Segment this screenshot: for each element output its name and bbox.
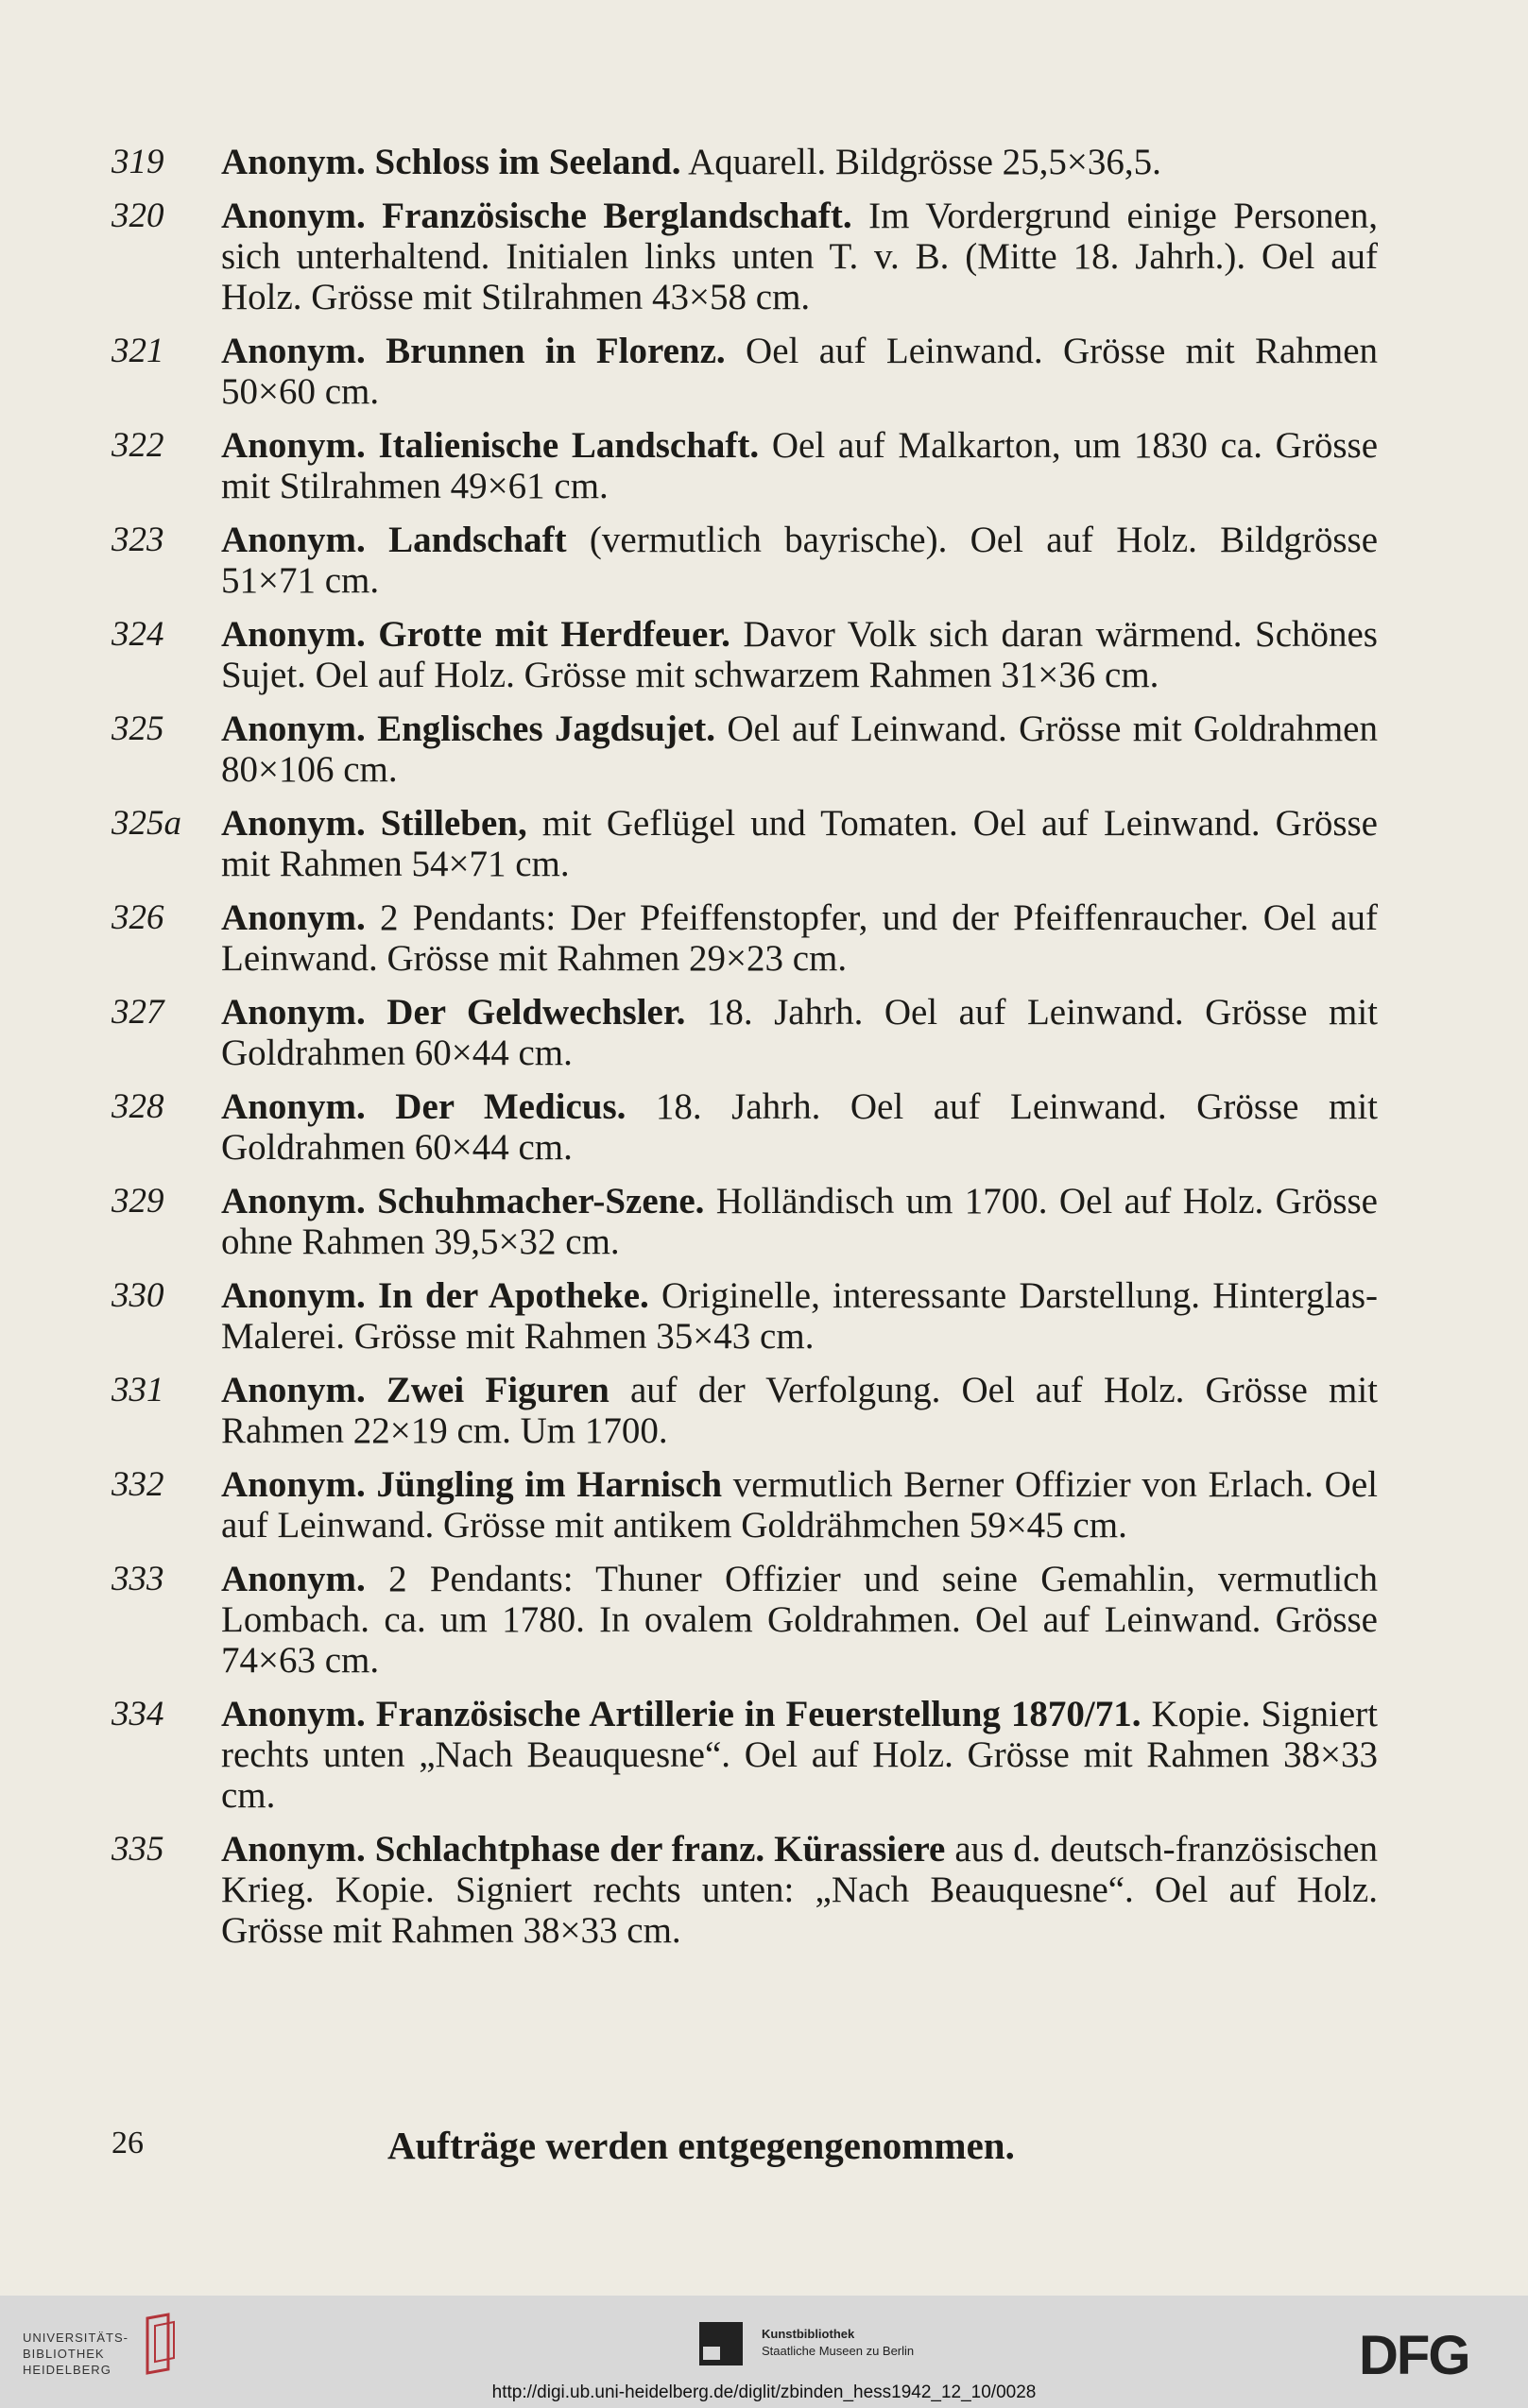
entry-title: Anonym. Schloss im Seeland. (221, 142, 681, 182)
kb-name: Kunstbibliothek (762, 2327, 855, 2341)
catalog-entry (112, 520, 1378, 601)
entry-text: Aquarell. Bildgrösse 25,5×36,5. (680, 142, 1161, 182)
entry-body (221, 520, 1378, 601)
dfg-logo: DFG (1359, 2325, 1469, 2386)
entry-text: Oel auf Leinwand. Grösse mit Goldrahmen 80×106 cm. (221, 709, 1378, 790)
entry-text: 2 Pendants: Der Pfeiffenstopfer, und der Pfeiffenraucher. Oel auf Leinwand. Grösse mit Rahmen 29×23 cm. (221, 897, 1378, 979)
catalog-entry (112, 1829, 1378, 1951)
lot-number: 319 (112, 143, 164, 181)
entry-body (221, 142, 1378, 182)
lot-number: 328 (112, 1087, 164, 1126)
catalog-entry (112, 992, 1378, 1073)
entry-title: Anonym. Schuhmacher-Szene. (221, 1181, 705, 1221)
entry-body (221, 331, 1378, 412)
catalog-entry (112, 425, 1378, 506)
catalog-entry (112, 709, 1378, 790)
footer-note: Aufträge werden entgegengenommen. (387, 2124, 1015, 2167)
entry-title: Anonym. Zwei Figuren (221, 1370, 609, 1410)
catalog-entry (112, 1370, 1378, 1451)
catalog-entry (112, 1086, 1378, 1168)
entry-body (221, 1694, 1378, 1816)
entry-text: Davor Volk sich daran wärmend. Schönes Sujet. Oel auf Holz. Grösse mit schwarzem Rahmen 31×36 cm. (221, 614, 1378, 695)
catalog-entry (112, 331, 1378, 412)
lot-number: 330 (112, 1276, 164, 1315)
entry-text: 2 Pendants: Thuner Offizier und seine Gemahlin, vermutlich Lombach. ca. um 1780. In ovalem Goldrahmen. Oel auf Leinwand. Grösse 74×63 cm. (221, 1559, 1378, 1681)
entry-text: (vermutlich bayrische). Oel auf Holz. Bildgrösse 51×71 cm. (221, 520, 1378, 601)
ub-line: HEIDELBERG (23, 2363, 112, 2377)
entry-text: 18. Jahrh. Oel auf Leinwand. Grösse mit Goldrahmen 60×44 cm. (221, 1086, 1378, 1168)
entry-text: Oel auf Malkarton, um 1830 ca. Grösse mit Stilrahmen 49×61 cm. (221, 425, 1379, 506)
entry-body (221, 1086, 1378, 1168)
catalog-entry (112, 1275, 1378, 1357)
catalog-entry (112, 196, 1378, 317)
entry-text: Im Vordergrund einige Personen, sich unterhaltend. Initialen links unten T. v. B. (Mitte 18. Jahrh.). Oel auf Holz. Grösse mit Stilrahmen 43×58 cm. (221, 196, 1378, 317)
ub-line: UNIVERSITÄTS- (23, 2331, 129, 2345)
entry-text: Holländisch um 1700. Oel auf Holz. Grösse ohne Rahmen 39,5×32 cm. (221, 1181, 1378, 1262)
entry-body (221, 803, 1378, 884)
entry-title: Anonym. Englisches Jagdsujet. (221, 709, 716, 749)
entry-text: vermutlich Berner Offizier von Erlach. Oel auf Leinwand. Grösse mit antikem Goldrähmchen 59×45 cm. (221, 1464, 1378, 1546)
entry-body (221, 897, 1378, 979)
catalog-entries (112, 142, 1378, 1964)
kunstbibliothek-label (762, 2326, 914, 2360)
catalog-entry (112, 1559, 1378, 1681)
kunstbibliothek-logo-icon (699, 2322, 743, 2365)
entry-title: Anonym. Der Medicus. (221, 1086, 627, 1127)
lot-number: 326 (112, 898, 164, 937)
entry-body (221, 709, 1378, 790)
entry-title: Anonym. (221, 897, 366, 938)
lot-number: 332 (112, 1465, 164, 1504)
permalink-url[interactable]: http://digi.ub.uni-heidelberg.de/diglit/zbinden_hess1942_12_10/0028 (491, 2382, 1037, 2402)
ub-line: BIBLIOTHEK (23, 2347, 105, 2361)
entry-text: Oel auf Leinwand. Grösse mit Rahmen 50×60 cm. (221, 331, 1378, 412)
kb-subtitle: Staatliche Museen zu Berlin (762, 2344, 915, 2358)
lot-number: 327 (112, 993, 164, 1032)
entry-title: Anonym. Französische Berglandschaft. (221, 196, 852, 236)
lot-number: 325 (112, 709, 164, 748)
lot-number: 325a (112, 804, 181, 843)
lot-number: 323 (112, 521, 164, 559)
catalog-entry (112, 614, 1378, 695)
entry-title: Anonym. Jüngling im Harnisch (221, 1464, 723, 1505)
lot-number: 329 (112, 1182, 164, 1221)
catalog-entry (112, 142, 1378, 182)
entry-title: Anonym. Französische Artillerie in Feuerstellung 1870/71. (221, 1694, 1142, 1734)
entry-title: Anonym. Der Geldwechsler. (221, 992, 686, 1033)
entry-body (221, 614, 1378, 695)
entry-body (221, 1559, 1378, 1681)
entry-text: 18. Jahrh. Oel auf Leinwand. Grösse mit Goldrahmen 60×44 cm. (221, 992, 1378, 1073)
lot-number: 333 (112, 1560, 164, 1598)
lot-number: 324 (112, 615, 164, 654)
catalog-entry (112, 1181, 1378, 1262)
lot-number: 321 (112, 332, 164, 370)
page-number: 26 (112, 2126, 144, 2160)
entry-title: Anonym. Schlachtphase der franz. Kürassiere (221, 1829, 946, 1870)
catalog-entry (112, 1464, 1378, 1546)
entry-body (221, 1370, 1378, 1451)
entry-body (221, 425, 1378, 506)
entry-body (221, 1829, 1378, 1951)
catalog-entry (112, 897, 1378, 979)
entry-text: Kopie. Signiert rechts unten „Nach Beauquesne“. Oel auf Holz. Grösse mit Rahmen 38×33 cm. (221, 1694, 1378, 1816)
catalog-entry (112, 1694, 1378, 1816)
entry-text: mit Geflügel und Tomaten. Oel auf Leinwand. Grösse mit Rahmen 54×71 cm. (221, 803, 1378, 884)
lot-number: 320 (112, 196, 164, 235)
entry-body (221, 992, 1378, 1073)
entry-body (221, 1181, 1378, 1262)
entry-title: Anonym. Grotte mit Herdfeuer. (221, 614, 730, 655)
entry-title: Anonym. Brunnen in Florenz. (221, 331, 726, 371)
lot-number: 335 (112, 1830, 164, 1869)
entry-title: Anonym. Landschaft (221, 520, 567, 560)
entry-title: Anonym. Italienische Landschaft. (221, 425, 760, 466)
entry-body (221, 1464, 1378, 1546)
entry-text: auf der Verfolgung. Oel auf Holz. Grösse mit Rahmen 22×19 cm. Um 1700. (221, 1370, 1378, 1451)
entry-title: Anonym. (221, 1559, 366, 1599)
entry-title: Anonym. In der Apotheke. (221, 1275, 649, 1316)
ub-heidelberg-label (23, 2330, 129, 2378)
lot-number: 322 (112, 426, 164, 465)
digitization-footer-strip (0, 2296, 1528, 2408)
lot-number: 334 (112, 1695, 164, 1733)
entry-title: Anonym. Stilleben, (221, 803, 527, 844)
entry-text: Originelle, interessante Darstellung. Hinterglas-Malerei. Grösse mit Rahmen 35×43 cm. (221, 1275, 1378, 1357)
catalog-entry (112, 803, 1378, 884)
entry-text: aus d. deutsch-französischen Krieg. Kopie. Signiert rechts unten: „Nach Beauquesne“. Oel auf Holz. Grösse mit Rahmen 38×33 cm. (221, 1829, 1378, 1951)
lot-number: 331 (112, 1371, 164, 1409)
ub-heidelberg-logo-icon (140, 2313, 181, 2375)
entry-body (221, 196, 1378, 317)
entry-body (221, 1275, 1378, 1357)
